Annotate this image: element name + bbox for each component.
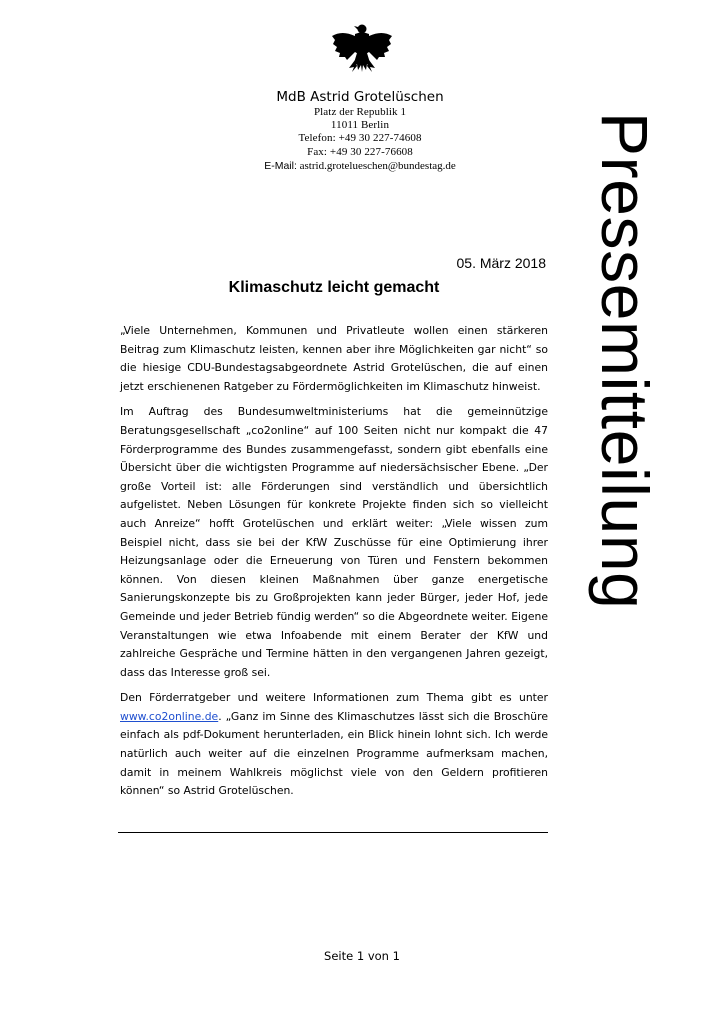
paragraph-3 bbox=[120, 689, 548, 801]
phone-number: Telefon: +49 30 227-74608 bbox=[298, 132, 422, 145]
page-number: Seite 1 von 1 bbox=[324, 949, 400, 963]
email-label: E-Mail: bbox=[264, 159, 297, 172]
press-release-body bbox=[120, 322, 548, 808]
fax-number: Fax: +49 30 227-76608 bbox=[307, 145, 413, 158]
divider bbox=[118, 832, 548, 833]
paragraph-3-rest: . „Ganz im Sinne des Klimaschutzes lässt sich die Broschüre einfach als pdf-Dokument herunterladen, ein Blick hinein lohnt sich. Ich werde natürlich auch weiter auf die einzelnen Programme aufmerksam machen, damit in meinem Wahlkreis möglichst viele von den Geldern profitieren können“ so Astrid Grotelüschen. bbox=[120, 709, 548, 798]
headline: Klimaschutz leicht gemacht bbox=[228, 279, 440, 296]
release-date: 05. März 2018 bbox=[456, 255, 546, 271]
email-line bbox=[190, 159, 530, 173]
paragraph-3-intro: Den Förderratgeber und weitere Informationen zum Thema gibt es unter bbox=[120, 691, 548, 705]
sender-name: MdB Astrid Grotelüschen bbox=[276, 89, 444, 105]
letterhead bbox=[190, 88, 530, 173]
address-line-2: 11011 Berlin bbox=[330, 119, 390, 132]
paragraph-2: Im Auftrag des Bundesumweltministeriums hat die gemeinnützige Beratungsgesellschaft „co2online“ auf 100 Seiten nicht nur kompakt die 47 Förderprogramme des Bundes zusammengefasst, sondern gibt ebenfalls eine Übersicht über die wichtigsten Programme auf niedersächsischer Ebene. „Der große Vorteil ist: alle Förderungen sind verständlich und übersichtlich aufgelistet. Neben Lösungen für konkrete Projekte finden sich so vielleicht auch Anreize“ hofft Grotelüschen und erklärt weiter: „Viele wissen zum Beispiel nicht, dass sie bei der KfW Zuschüsse für eine Optimierung ihrer Heizungsanlage oder die Erneuerung von Türen und Fenstern bekommen können. Von diesen kleinen Maßnahmen über ganze energetische Sanierungskonzepte bis zu Großprojekten kann jeder Bürger, jeder Hof, jede Gemeinde und jeder Betrieb fündig werden“ so die Abgeordnete weiter. Eigene Veranstaltungen wie etwa Infoabende mit einem Berater der KfW und zahlreiche Gespräche und Termine hätten in den vergangenen Jahren gezeigt, dass das Interesse groß sei. bbox=[120, 405, 548, 679]
vertical-title: Pressemitteilung bbox=[588, 112, 662, 610]
federal-eagle-icon bbox=[330, 22, 394, 78]
address-line-1: Platz der Republik 1 bbox=[313, 106, 407, 118]
email-address[interactable]: astrid.grotelueschen@bundestag.de bbox=[299, 159, 456, 172]
co2online-link[interactable]: www.co2online.de bbox=[120, 709, 219, 723]
paragraph-1: „Viele Unternehmen, Kommunen und Privatleute wollen einen stärkeren Beitrag zum Klimaschutz leisten, kennen aber ihre Möglichkeiten gar nicht“ so die hiesige CDU-Bundestagsabgeordnete Astrid Grotelüschen, die auf einen jetzt erschienenen Ratgeber zu Fördermöglichkeiten im Klimaschutz hinweist. bbox=[120, 324, 548, 393]
